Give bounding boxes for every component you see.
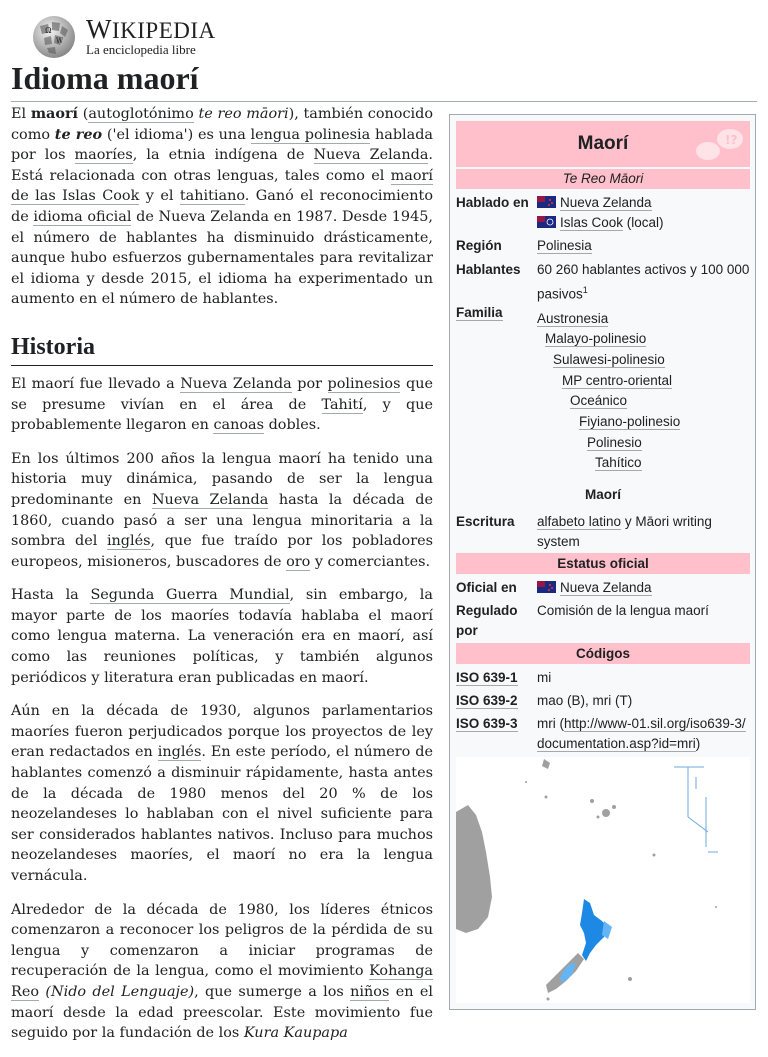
svg-text:!?: !? xyxy=(725,133,738,147)
family-level-2 xyxy=(545,329,646,349)
infobox xyxy=(449,114,756,1010)
family-level-1 xyxy=(537,309,608,329)
intro-paragraph: El maorí (autoglotónimo te reo māori), también conocido como te reo ('el idioma') es una lengua polinesia hablada por los maoríes, la etnia indígena de Nueva Zelanda. Está relacionada con otras lenguas, tales como el maorí de las Islas Cook y el tahitiano. Ganó el reconocimiento de idioma oficial de Nueva Zelanda en 1987. Desde 1945, el número de hablantes ha disminuido drásticamente, aunque hubo esfuerzos gubernamentales para revitalizar el idioma y desde 2015, el idioma ha experimentado un aumento en el número de hablantes. xyxy=(11,105,433,308)
label-oficial-en: Oficial en xyxy=(456,580,517,595)
link-malayo-polinesio[interactable]: Malayo-polinesio xyxy=(545,331,647,346)
value-region xyxy=(537,236,592,256)
link-ingles[interactable]: inglés xyxy=(106,533,151,550)
link-iso-639-3[interactable]: http://www-01.sil.org/iso639-3/documentation.asp?id=mri xyxy=(537,716,746,751)
section-codigos: Códigos xyxy=(456,643,750,664)
link-austronesia[interactable]: Austronesia xyxy=(537,311,609,326)
cook-islands-flag-icon xyxy=(537,216,556,228)
link-nueva-zelanda[interactable]: Nueva Zelanda xyxy=(151,491,269,508)
new-zealand-flag-icon xyxy=(537,196,556,208)
link-maories[interactable]: maoríes xyxy=(74,147,133,164)
link-alfabeto-latino[interactable]: alfabeto latino xyxy=(537,514,622,529)
article-body xyxy=(11,104,433,1057)
section-heading-historia: Historia xyxy=(11,332,433,366)
link-sulawesi-polinesio[interactable]: Sulawesi-polinesio xyxy=(553,352,665,367)
reference-1[interactable]: 1 xyxy=(582,285,588,295)
infobox-lang-name: Maorí xyxy=(584,487,621,502)
infobox-title: Maorí !? xyxy=(456,121,750,167)
link-mp-centro-oriental[interactable]: MP centro-oriental xyxy=(562,373,673,388)
link-tahiti[interactable]: Tahití xyxy=(321,396,363,413)
value-iso-639-1: mi xyxy=(537,670,552,685)
tagline: La enciclopedia libre xyxy=(86,42,196,57)
family-level-5 xyxy=(570,391,627,411)
history-paragraph-2: En los últimos 200 años la lengua maorí ha tenido una historia muy dinámica, pasando de ser la lengua predominante en Nueva Zelanda hasta la década de 1860, cuando pasó a ser una lengua minoritaria a la sombra del inglés, que fue traído por los pobladores europeos, misioneros, buscadores de oro y comerciantes. xyxy=(11,450,433,570)
value-oficial-en xyxy=(537,578,652,598)
family-level-7 xyxy=(587,433,642,453)
label-regulado-por: Regulado por xyxy=(456,603,518,638)
wordmark: WIKIPEDIA xyxy=(86,14,216,44)
history-paragraph-1: El maorí fue llevado a Nueva Zelanda por polinesios que se presume vivían en el área de Tahití, y que probablemente llegaron en canoas dobles. xyxy=(11,375,434,434)
link-nueva-zelanda[interactable]: Nueva Zelanda xyxy=(313,147,429,164)
family-level-8 xyxy=(595,453,642,473)
svg-text:W: W xyxy=(56,37,64,45)
history-paragraph-4: Aún en la década de 1930, algunos parlamentarios maoríes fueron perjudicados porque los proyectos de ley eran redactados en inglés. En este período, el número de hablantes comenzó a disminuir rápidamente, hasta antes de la década de 1980 menos del 20 % de los neozelandeses lo hablaban con el nivel suficiente para ser considerados hablantes nativos. Incluso para muchos neozelandeses maoríes, el maorí no era la lengua vernácula. xyxy=(11,703,433,884)
link-maori-islas-cook[interactable]: maorí de las Islas Cook xyxy=(11,167,433,205)
link-segunda-guerra-mundial[interactable]: Segunda Guerra Mundial xyxy=(90,587,290,604)
new-zealand-flag-icon xyxy=(537,581,556,593)
svg-text:Ω: Ω xyxy=(45,26,52,35)
link-hablado-nueva-zelanda[interactable]: Nueva Zelanda xyxy=(560,195,652,210)
link-lengua-polinesia[interactable]: lengua polinesia xyxy=(250,126,371,143)
link-canoas[interactable]: canoas xyxy=(213,417,264,434)
link-oficial-nueva-zelanda[interactable]: Nueva Zelanda xyxy=(560,580,652,595)
value-iso-639-2: mao (B), mri (T) xyxy=(537,693,633,708)
link-polinesio[interactable]: Polinesio xyxy=(587,435,642,450)
value-regulado-por: Comisión de la lengua maorí xyxy=(537,603,709,618)
label-familia: Familia xyxy=(456,305,503,320)
wikipedia-globe-icon xyxy=(30,12,78,60)
link-islas-cook[interactable]: Islas Cook xyxy=(560,215,624,230)
history-paragraph-5: Alrededor de la década de 1980, los líderes étnicos comenzaron a reconocer los peligros de la pérdida de su lengua y comenzaron a iniciar programas de recuperación de la lengua, como el movimiento Kohanga Reo (Nido del Lenguaje), que sumerge a los niños en el maorí desde la edad preescolar. Este movimiento fue seguido por la fundación de los Kura Kaupapa xyxy=(11,901,433,1042)
family-level-3 xyxy=(553,350,665,370)
link-tahitico[interactable]: Tahítico xyxy=(595,455,642,470)
family-level-6 xyxy=(579,412,680,432)
family-level-4 xyxy=(562,371,672,391)
label-iso-639-3: ISO 639-3 xyxy=(456,716,518,731)
link-ingles[interactable]: inglés xyxy=(157,744,202,761)
value-hablado-en-1 xyxy=(537,193,652,213)
link-polinesios[interactable]: polinesios xyxy=(327,375,401,392)
link-tahitiano[interactable]: tahitiano xyxy=(179,188,245,205)
history-paragraph-3: Hasta la Segunda Guerra Mundial, sin embargo, la mayor parte de los maoríes todavía hablaba el maorí como lengua materna. La veneración era en maorí, así como las reuniones políticas, y también algunos periódicos y literatura eran publicadas en maorí. xyxy=(11,587,433,686)
link-ninos[interactable]: niños xyxy=(350,983,390,1000)
value-hablado-en-2: Islas Cook (local) xyxy=(537,213,664,233)
distribution-map[interactable] xyxy=(456,757,750,1003)
label-iso-639-1: ISO 639-1 xyxy=(456,670,518,685)
label-escritura: Escritura xyxy=(456,514,515,529)
value-iso-639-3: mri (http://www-01.sil.org/iso639-3/documentation.asp?id=mri) xyxy=(537,716,746,751)
label-iso-639-2: ISO 639-2 xyxy=(456,693,518,708)
section-estatus-oficial: Estatus oficial xyxy=(456,553,750,574)
link-idioma-oficial[interactable]: idioma oficial xyxy=(33,208,132,225)
value-escritura: alfabeto latino y Māori writing system xyxy=(537,514,712,549)
link-oro[interactable]: oro xyxy=(286,553,311,570)
link-kohanga-reo[interactable]: Kohanga Reo xyxy=(11,963,433,1000)
page-title: Idioma maorí xyxy=(11,58,757,102)
label-hablantes: Hablantes xyxy=(456,262,521,277)
link-polinesia[interactable]: Polinesia xyxy=(537,238,592,253)
link-autoglotonimo[interactable]: autoglotónimo xyxy=(88,106,194,122)
link-fiyiano-polinesio[interactable]: Fiyiano-polinesio xyxy=(579,414,681,429)
map-image xyxy=(456,757,750,1003)
link-oceanico[interactable]: Oceánico xyxy=(570,393,628,408)
speech-bubbles-icon xyxy=(692,125,746,165)
label-hablado-en: Hablado en xyxy=(456,195,529,210)
value-hablantes: 60 260 hablantes activos y 100 000 pasivos$^1$ xyxy=(537,262,750,302)
infobox-native-name: Te Reo Māori xyxy=(456,169,750,189)
label-region: Región xyxy=(456,238,502,253)
link-nueva-zelanda[interactable]: Nueva Zelanda xyxy=(180,375,292,392)
